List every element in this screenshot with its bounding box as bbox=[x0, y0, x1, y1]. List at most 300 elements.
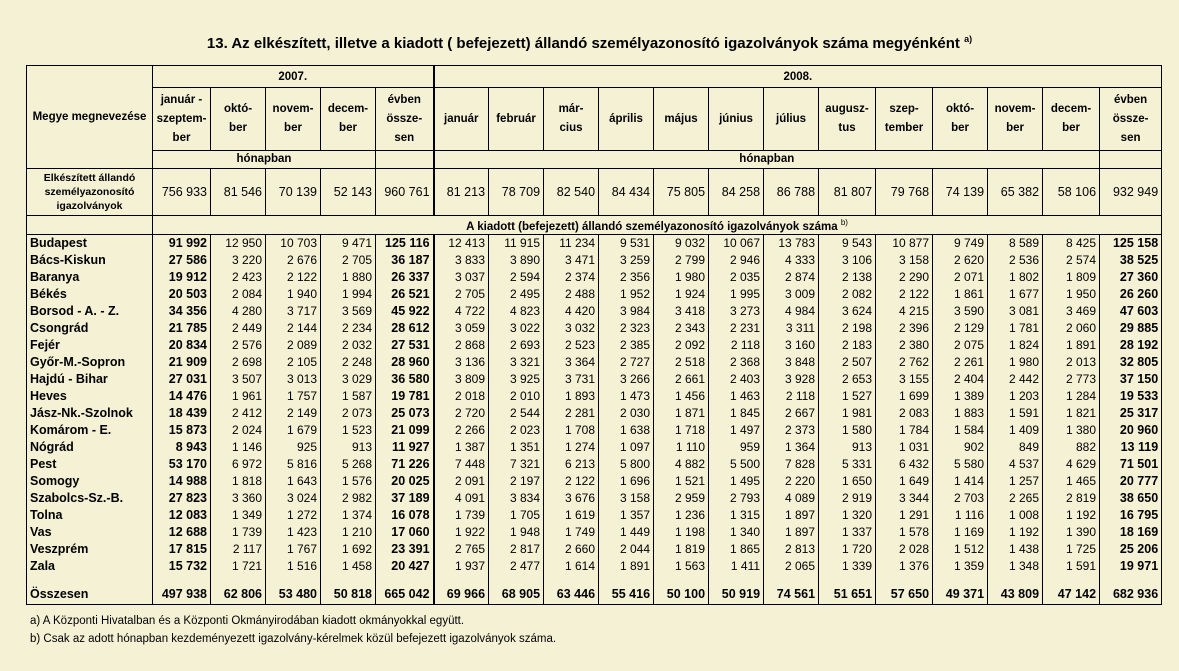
month-header-2008-7: augusz- tus bbox=[819, 88, 876, 151]
cell-value: 71 501 bbox=[1100, 456, 1162, 473]
cell-value: 3 569 bbox=[321, 303, 376, 320]
blank-cell bbox=[211, 575, 266, 584]
cell-value: 17 815 bbox=[153, 541, 211, 558]
month-header-2007-1: októ- ber bbox=[211, 88, 266, 151]
cell-value: 1 649 bbox=[876, 473, 933, 490]
cell-value: 4 215 bbox=[876, 303, 933, 320]
cell-value: 1 643 bbox=[266, 473, 321, 490]
cell-value: 2 412 bbox=[211, 405, 266, 422]
cell-value: 7 321 bbox=[489, 456, 544, 473]
county-name: Tolna bbox=[27, 507, 153, 524]
cell-value: 8 943 bbox=[153, 439, 211, 456]
cell-value: 1 865 bbox=[709, 541, 764, 558]
cell-value: 45 922 bbox=[376, 303, 434, 320]
cell-value: 1 824 bbox=[988, 337, 1043, 354]
cell-value: 8 589 bbox=[988, 235, 1043, 253]
produced-value: 81 546 bbox=[211, 169, 266, 216]
produced-value: 65 382 bbox=[988, 169, 1043, 216]
cell-value: 18 439 bbox=[153, 405, 211, 422]
cell-value: 3 469 bbox=[1043, 303, 1100, 320]
produced-value: 82 540 bbox=[544, 169, 599, 216]
cell-value: 3 834 bbox=[489, 490, 544, 507]
cell-value: 3 731 bbox=[544, 371, 599, 388]
cell-value: 13 783 bbox=[764, 235, 819, 253]
cell-value: 1 638 bbox=[599, 422, 654, 439]
county-name: Bács-Kiskun bbox=[27, 252, 153, 269]
blank-cell bbox=[599, 575, 654, 584]
cell-value: 1 274 bbox=[544, 439, 599, 456]
cell-value: 2 653 bbox=[819, 371, 876, 388]
blank-cell bbox=[988, 575, 1043, 584]
data-table bbox=[26, 65, 1162, 605]
cell-value: 2 403 bbox=[709, 371, 764, 388]
cell-value: 12 688 bbox=[153, 524, 211, 541]
table-row bbox=[27, 286, 1162, 303]
cell-value: 2 720 bbox=[434, 405, 489, 422]
cell-value: 2 035 bbox=[709, 269, 764, 286]
cell-value: 1 380 bbox=[1043, 422, 1100, 439]
cell-value: 2 762 bbox=[876, 354, 933, 371]
blank-cell bbox=[1043, 575, 1100, 584]
table-row bbox=[27, 473, 1162, 490]
blank-cell bbox=[1100, 575, 1162, 584]
cell-value: 1 320 bbox=[819, 507, 876, 524]
cell-value: 1 749 bbox=[544, 524, 599, 541]
cell-value: 2 477 bbox=[489, 558, 544, 575]
cell-value: 1 952 bbox=[599, 286, 654, 303]
month-header-2008-10: novem- ber bbox=[988, 88, 1043, 151]
cell-value: 1 995 bbox=[709, 286, 764, 303]
county-name: Győr-M.-Sopron bbox=[27, 354, 153, 371]
cell-value: 2 183 bbox=[819, 337, 876, 354]
cell-value: 3 833 bbox=[434, 252, 489, 269]
cell-value: 2 799 bbox=[654, 252, 709, 269]
cell-value: 3 344 bbox=[876, 490, 933, 507]
table-row bbox=[27, 439, 1162, 456]
cell-value: 1 110 bbox=[654, 439, 709, 456]
cell-value: 4 629 bbox=[1043, 456, 1100, 473]
cell-value: 4 333 bbox=[764, 252, 819, 269]
cell-value: 2 023 bbox=[489, 422, 544, 439]
cell-value: 2 449 bbox=[211, 320, 266, 337]
cell-value: 2 198 bbox=[819, 320, 876, 337]
cell-value: 2 507 bbox=[819, 354, 876, 371]
cell-value: 1 679 bbox=[266, 422, 321, 439]
cell-value: 1 696 bbox=[599, 473, 654, 490]
table-row bbox=[27, 354, 1162, 371]
cell-value: 4 091 bbox=[434, 490, 489, 507]
cell-value: 3 890 bbox=[489, 252, 544, 269]
cell-value: 25 073 bbox=[376, 405, 434, 422]
cell-value: 1 348 bbox=[988, 558, 1043, 575]
cell-value: 3 032 bbox=[544, 320, 599, 337]
cell-value: 2 544 bbox=[489, 405, 544, 422]
cell-value: 3 321 bbox=[489, 354, 544, 371]
cell-value: 1 523 bbox=[321, 422, 376, 439]
cell-value: 16 078 bbox=[376, 507, 434, 524]
cell-value: 1 458 bbox=[321, 558, 376, 575]
cell-value: 2 874 bbox=[764, 269, 819, 286]
cell-value: 5 500 bbox=[709, 456, 764, 473]
footnote-b: b) Csak az adott hónapban kezdeményezett igazolvány-kérelmek közül befejezett igazolványok száma. bbox=[30, 633, 557, 645]
cell-value: 12 950 bbox=[211, 235, 266, 253]
cell-value: 1 465 bbox=[1043, 473, 1100, 490]
cell-value: 4 882 bbox=[654, 456, 709, 473]
table-row bbox=[27, 320, 1162, 337]
cell-value: 1 937 bbox=[434, 558, 489, 575]
cell-value: 2 442 bbox=[988, 371, 1043, 388]
cell-value: 71 226 bbox=[376, 456, 434, 473]
cell-value: 2 032 bbox=[321, 337, 376, 354]
cell-value: 3 106 bbox=[819, 252, 876, 269]
cell-value: 1 257 bbox=[988, 473, 1043, 490]
cell-value: 2 117 bbox=[211, 541, 266, 558]
cell-value: 36 580 bbox=[376, 371, 434, 388]
cell-value: 1 821 bbox=[1043, 405, 1100, 422]
month-header-2008-4: május bbox=[654, 88, 709, 151]
cell-value: 1 192 bbox=[1043, 507, 1100, 524]
produced-value: 756 933 bbox=[153, 169, 211, 216]
cell-value: 1 757 bbox=[266, 388, 321, 405]
cell-value: 2 982 bbox=[321, 490, 376, 507]
cell-value: 2 013 bbox=[1043, 354, 1100, 371]
total-label: Összesen bbox=[27, 584, 153, 605]
cell-value: 2 765 bbox=[434, 541, 489, 558]
month-header-2007-2: novem- ber bbox=[266, 88, 321, 151]
cell-value: 1 614 bbox=[544, 558, 599, 575]
cell-value: 2 959 bbox=[654, 490, 709, 507]
cell-value: 1 423 bbox=[266, 524, 321, 541]
table-row bbox=[27, 541, 1162, 558]
cell-value: 2 089 bbox=[266, 337, 321, 354]
cell-value: 12 413 bbox=[434, 235, 489, 253]
county-name: Jász-Nk.-Szolnok bbox=[27, 405, 153, 422]
cell-value: 32 805 bbox=[1100, 354, 1162, 371]
cell-value: 1 699 bbox=[876, 388, 933, 405]
cell-value: 13 119 bbox=[1100, 439, 1162, 456]
county-name: Pest bbox=[27, 456, 153, 473]
cell-value: 2 138 bbox=[819, 269, 876, 286]
cell-value: 1 169 bbox=[933, 524, 988, 541]
cell-value: 19 912 bbox=[153, 269, 211, 286]
cell-value: 1 922 bbox=[434, 524, 489, 541]
cell-value: 15 873 bbox=[153, 422, 211, 439]
blank-cell bbox=[321, 575, 376, 584]
cell-value: 1 340 bbox=[709, 524, 764, 541]
table-row bbox=[27, 422, 1162, 439]
cell-value: 17 060 bbox=[376, 524, 434, 541]
cell-value: 20 834 bbox=[153, 337, 211, 354]
blank-cell bbox=[819, 575, 876, 584]
month-header-2008-3: április bbox=[599, 88, 654, 151]
cell-value: 1 891 bbox=[1043, 337, 1100, 354]
cell-value: 1 495 bbox=[709, 473, 764, 490]
county-header: Megye megnevezése bbox=[27, 66, 153, 169]
cell-value: 9 471 bbox=[321, 235, 376, 253]
table-row bbox=[27, 303, 1162, 320]
cell-value: 27 586 bbox=[153, 252, 211, 269]
cell-value: 125 158 bbox=[1100, 235, 1162, 253]
blank-cell bbox=[434, 575, 489, 584]
cell-value: 2 374 bbox=[544, 269, 599, 286]
total-value: 62 806 bbox=[211, 584, 266, 605]
produced-value: 79 768 bbox=[876, 169, 933, 216]
blank-cell bbox=[27, 575, 153, 584]
cell-value: 2 248 bbox=[321, 354, 376, 371]
produced-value: 81 807 bbox=[819, 169, 876, 216]
cell-value: 10 877 bbox=[876, 235, 933, 253]
cell-value: 20 025 bbox=[376, 473, 434, 490]
cell-value: 25 206 bbox=[1100, 541, 1162, 558]
cell-value: 1 725 bbox=[1043, 541, 1100, 558]
cell-value: 1 351 bbox=[489, 439, 544, 456]
cell-value: 1 578 bbox=[876, 524, 933, 541]
cell-value: 14 988 bbox=[153, 473, 211, 490]
cell-value: 1 521 bbox=[654, 473, 709, 490]
total-value: 74 561 bbox=[764, 584, 819, 605]
cell-value: 1 364 bbox=[764, 439, 819, 456]
cell-value: 2 290 bbox=[876, 269, 933, 286]
cell-value: 1 591 bbox=[988, 405, 1043, 422]
cell-value: 3 984 bbox=[599, 303, 654, 320]
issued-header-text: A kiadott (befejezett) állandó személyazonosító igazolványok száma bbox=[466, 220, 838, 233]
cell-value: 1 203 bbox=[988, 388, 1043, 405]
cell-value: 2 073 bbox=[321, 405, 376, 422]
cell-value: 2 082 bbox=[819, 286, 876, 303]
cell-value: 3 507 bbox=[211, 371, 266, 388]
cell-value: 1 961 bbox=[211, 388, 266, 405]
cell-value: 2 010 bbox=[489, 388, 544, 405]
cell-value: 20 777 bbox=[1100, 473, 1162, 490]
cell-value: 913 bbox=[819, 439, 876, 456]
produced-value: 84 434 bbox=[599, 169, 654, 216]
cell-value: 2 018 bbox=[434, 388, 489, 405]
month-header-2008-1: február bbox=[489, 88, 544, 151]
cell-value: 1 146 bbox=[211, 439, 266, 456]
table-row bbox=[27, 405, 1162, 422]
issued-header bbox=[153, 216, 1162, 235]
county-name: Veszprém bbox=[27, 541, 153, 558]
total-value: 49 371 bbox=[933, 584, 988, 605]
cell-value: 1 516 bbox=[266, 558, 321, 575]
cell-value: 125 116 bbox=[376, 235, 434, 253]
cell-value: 20 503 bbox=[153, 286, 211, 303]
produced-value: 58 106 bbox=[1043, 169, 1100, 216]
cell-value: 5 800 bbox=[599, 456, 654, 473]
month-header-2008-5: június bbox=[709, 88, 764, 151]
cell-value: 2 536 bbox=[988, 252, 1043, 269]
blank-cell bbox=[876, 575, 933, 584]
cell-value: 14 476 bbox=[153, 388, 211, 405]
footnotes bbox=[30, 612, 556, 648]
cell-value: 2 075 bbox=[933, 337, 988, 354]
county-name: Heves bbox=[27, 388, 153, 405]
total-value: 55 416 bbox=[599, 584, 654, 605]
monthly-label-2008: hónapban bbox=[434, 151, 1100, 169]
cell-value: 1 897 bbox=[764, 524, 819, 541]
cell-value: 3 081 bbox=[988, 303, 1043, 320]
cell-value: 20 427 bbox=[376, 558, 434, 575]
cell-value: 9 032 bbox=[654, 235, 709, 253]
cell-value: 1 861 bbox=[933, 286, 988, 303]
cell-value: 1 818 bbox=[211, 473, 266, 490]
cell-value: 2 122 bbox=[876, 286, 933, 303]
total-value: 50 100 bbox=[654, 584, 709, 605]
cell-value: 1 948 bbox=[489, 524, 544, 541]
cell-value: 3 155 bbox=[876, 371, 933, 388]
cell-value: 12 083 bbox=[153, 507, 211, 524]
cell-value: 1 387 bbox=[434, 439, 489, 456]
table-row bbox=[27, 252, 1162, 269]
blank-cell bbox=[1100, 151, 1162, 169]
cell-value: 1 008 bbox=[988, 507, 1043, 524]
blank-cell bbox=[654, 575, 709, 584]
county-name: Csongrád bbox=[27, 320, 153, 337]
cell-value: 3 364 bbox=[544, 354, 599, 371]
total-value: 50 919 bbox=[709, 584, 764, 605]
county-name: Hajdú - Bihar bbox=[27, 371, 153, 388]
year-2007-header: 2007. bbox=[153, 66, 434, 88]
cell-value: 38 525 bbox=[1100, 252, 1162, 269]
cell-value: 28 960 bbox=[376, 354, 434, 371]
month-header-2007-0: január - szeptem- ber bbox=[153, 88, 211, 151]
cell-value: 2 523 bbox=[544, 337, 599, 354]
cell-value: 1 980 bbox=[988, 354, 1043, 371]
cell-value: 2 220 bbox=[764, 473, 819, 490]
table-row bbox=[27, 558, 1162, 575]
total-value: 43 809 bbox=[988, 584, 1043, 605]
county-name: Zala bbox=[27, 558, 153, 575]
cell-value: 2 144 bbox=[266, 320, 321, 337]
cell-value: 2 028 bbox=[876, 541, 933, 558]
cell-value: 1 438 bbox=[988, 541, 1043, 558]
cell-value: 2 705 bbox=[434, 286, 489, 303]
cell-value: 1 409 bbox=[988, 422, 1043, 439]
cell-value: 11 915 bbox=[489, 235, 544, 253]
cell-value: 5 580 bbox=[933, 456, 988, 473]
cell-value: 2 380 bbox=[876, 337, 933, 354]
cell-value: 2 868 bbox=[434, 337, 489, 354]
cell-value: 1 950 bbox=[1043, 286, 1100, 303]
cell-value: 1 883 bbox=[933, 405, 988, 422]
cell-value: 1 897 bbox=[764, 507, 819, 524]
cell-value: 1 994 bbox=[321, 286, 376, 303]
cell-value: 1 390 bbox=[1043, 524, 1100, 541]
table-row bbox=[27, 235, 1162, 253]
cell-value: 1 337 bbox=[819, 524, 876, 541]
month-header-2008-2: már- cius bbox=[544, 88, 599, 151]
cell-value: 1 677 bbox=[988, 286, 1043, 303]
total-value: 497 938 bbox=[153, 584, 211, 605]
cell-value: 1 721 bbox=[211, 558, 266, 575]
total-value: 51 651 bbox=[819, 584, 876, 605]
cell-value: 3 624 bbox=[819, 303, 876, 320]
cell-value: 3 160 bbox=[764, 337, 819, 354]
county-name: Békés bbox=[27, 286, 153, 303]
cell-value: 1 527 bbox=[819, 388, 876, 405]
cell-value: 2 368 bbox=[709, 354, 764, 371]
cell-value: 9 749 bbox=[933, 235, 988, 253]
county-name: Komárom - E. bbox=[27, 422, 153, 439]
county-name: Borsod - A. - Z. bbox=[27, 303, 153, 320]
cell-value: 2 118 bbox=[709, 337, 764, 354]
total-value: 68 905 bbox=[489, 584, 544, 605]
cell-value: 925 bbox=[266, 439, 321, 456]
cell-value: 2 594 bbox=[489, 269, 544, 286]
cell-value: 1 097 bbox=[599, 439, 654, 456]
produced-value: 75 805 bbox=[654, 169, 709, 216]
cell-value: 3 266 bbox=[599, 371, 654, 388]
cell-value: 1 584 bbox=[933, 422, 988, 439]
cell-value: 2 620 bbox=[933, 252, 988, 269]
blank-cell bbox=[376, 575, 434, 584]
cell-value: 3 273 bbox=[709, 303, 764, 320]
cell-value: 2 793 bbox=[709, 490, 764, 507]
page-title bbox=[0, 34, 1179, 52]
cell-value: 8 425 bbox=[1043, 235, 1100, 253]
cell-value: 21 785 bbox=[153, 320, 211, 337]
cell-value: 1 376 bbox=[876, 558, 933, 575]
county-name: Budapest bbox=[27, 235, 153, 253]
cell-value: 1 414 bbox=[933, 473, 988, 490]
cell-value: 882 bbox=[1043, 439, 1100, 456]
cell-value: 38 650 bbox=[1100, 490, 1162, 507]
cell-value: 2 122 bbox=[266, 269, 321, 286]
cell-value: 10 067 bbox=[709, 235, 764, 253]
cell-value: 4 823 bbox=[489, 303, 544, 320]
table-row bbox=[27, 337, 1162, 354]
cell-value: 2 197 bbox=[489, 473, 544, 490]
cell-value: 902 bbox=[933, 439, 988, 456]
cell-value: 2 488 bbox=[544, 286, 599, 303]
total-value: 53 480 bbox=[266, 584, 321, 605]
cell-value: 1 718 bbox=[654, 422, 709, 439]
cell-value: 1 802 bbox=[988, 269, 1043, 286]
month-header-2008-9: októ- ber bbox=[933, 88, 988, 151]
cell-value: 27 531 bbox=[376, 337, 434, 354]
cell-value: 3 158 bbox=[599, 490, 654, 507]
cell-value: 1 591 bbox=[1043, 558, 1100, 575]
cell-value: 3 220 bbox=[211, 252, 266, 269]
produced-value: 960 761 bbox=[376, 169, 434, 216]
cell-value: 2 698 bbox=[211, 354, 266, 371]
cell-value: 91 992 bbox=[153, 235, 211, 253]
month-header-2008-8: szep- tember bbox=[876, 88, 933, 151]
cell-value: 29 885 bbox=[1100, 320, 1162, 337]
county-name: Szabolcs-Sz.-B. bbox=[27, 490, 153, 507]
blank-cell bbox=[764, 575, 819, 584]
cell-value: 1 739 bbox=[434, 507, 489, 524]
cell-value: 1 236 bbox=[654, 507, 709, 524]
cell-value: 27 360 bbox=[1100, 269, 1162, 286]
cell-value: 28 612 bbox=[376, 320, 434, 337]
cell-value: 1 587 bbox=[321, 388, 376, 405]
cell-value: 4 089 bbox=[764, 490, 819, 507]
cell-value: 2 817 bbox=[489, 541, 544, 558]
cell-value: 2 660 bbox=[544, 541, 599, 558]
cell-value: 2 813 bbox=[764, 541, 819, 558]
cell-value: 2 667 bbox=[764, 405, 819, 422]
cell-value: 47 603 bbox=[1100, 303, 1162, 320]
produced-value: 84 258 bbox=[709, 169, 764, 216]
cell-value: 2 919 bbox=[819, 490, 876, 507]
cell-value: 2 065 bbox=[764, 558, 819, 575]
cell-value: 37 189 bbox=[376, 490, 434, 507]
cell-value: 36 187 bbox=[376, 252, 434, 269]
cell-value: 913 bbox=[321, 439, 376, 456]
blank-cell bbox=[376, 151, 434, 169]
cell-value: 1 708 bbox=[544, 422, 599, 439]
